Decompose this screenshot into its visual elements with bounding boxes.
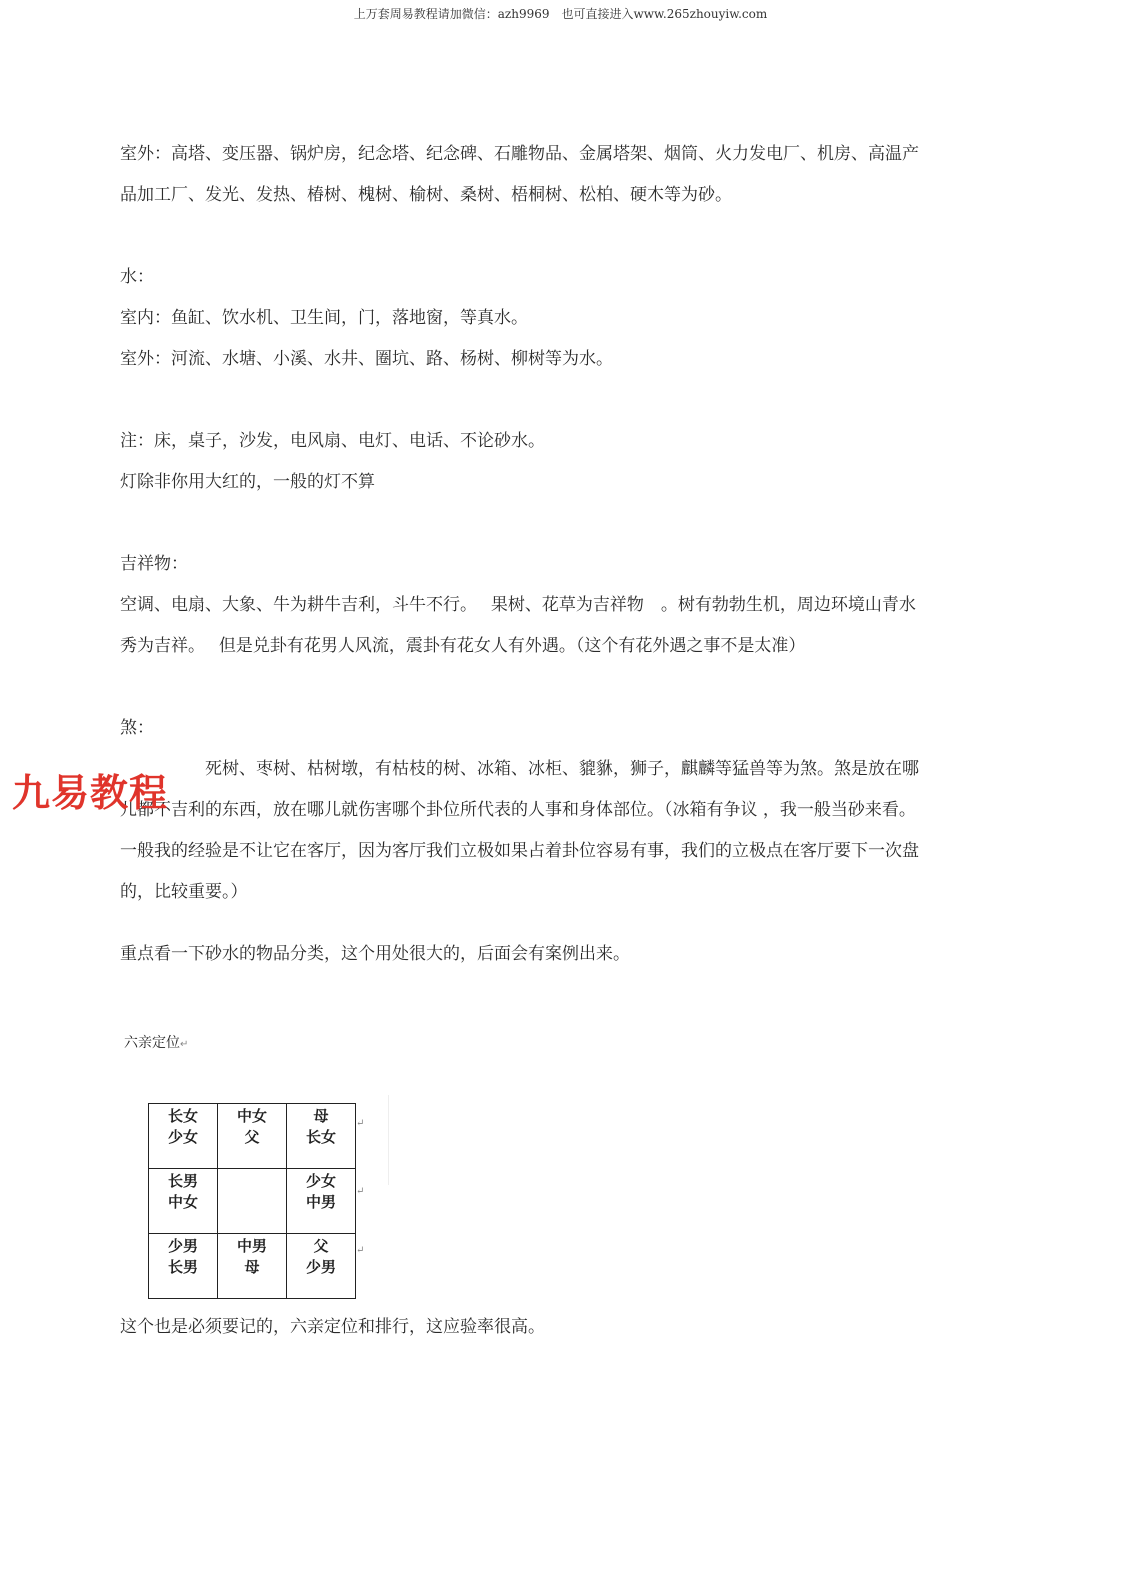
grid-cell: 中女 父 — [218, 1104, 287, 1169]
grid-row — [149, 1169, 356, 1234]
grid-cell: 长女 少女 — [149, 1104, 218, 1169]
section-heading: 煞： — [120, 718, 154, 738]
text-line: 秀为吉祥。 但是兑卦有花男人风流，震卦有花女人有外遇。（这个有花外遇之事不是太准） — [120, 636, 806, 656]
grid-cell: 父 少男 — [287, 1234, 356, 1299]
caption-text: 六亲定位 — [124, 1035, 180, 1051]
return-mark-icon: ↵ — [356, 1245, 365, 1256]
text-line: 灯除非你用大红的，一般的灯不算 — [120, 472, 375, 492]
text-line: 一般我的经验是不让它在客厅，因为客厅我们立极如果占着卦位容易有事，我们的立极点在客厅要下一次盘 — [120, 841, 919, 861]
section-heading: 吉祥物： — [120, 554, 188, 574]
grid-cell: 少男 长男 — [149, 1234, 218, 1299]
liuqin-grid — [148, 1103, 356, 1299]
section-heading: 水： — [120, 267, 154, 287]
grid-cell: 母 长女 — [287, 1104, 356, 1169]
text-line: 室外：河流、水塘、小溪、水井、圈坑、路、杨树、柳树等为水。 — [120, 349, 613, 369]
text-line: 儿都不吉利的东西，放在哪儿就伤害哪个卦位所代表的人事和身体部位。（冰箱有争议 ，我一般当砂来看。 — [120, 800, 916, 820]
grid-cell: 中男 母 — [218, 1234, 287, 1299]
return-mark-icon: ↵ — [180, 1039, 189, 1050]
grid-row — [149, 1234, 356, 1299]
figure-caption — [124, 1032, 188, 1052]
watermark-logo: 九易教程 — [12, 771, 169, 815]
text-line: 空调、电扇、大象、牛为耕牛吉利，斗牛不行。 果树、花草为吉祥物 。树有勃勃生机，周边环境山青水 — [120, 595, 916, 615]
text-line: 注：床，桌子，沙发，电风扇、电灯、电话、不论砂水。 — [120, 431, 545, 451]
text-line: 重点看一下砂水的物品分类，这个用处很大的，后面会有案例出来。 — [120, 944, 630, 964]
grid-cell: 长男 中女 — [149, 1169, 218, 1234]
text-line: 死树、枣树、枯树墩，有枯枝的树、冰箱、冰柜、貔貅，狮子，麒麟等猛兽等为煞。煞是放在哪 — [120, 759, 919, 779]
page-header: 上万套周易教程请加微信：azh9969 也可直接进入www.265zhouyiw.com — [353, 7, 768, 21]
grid-cell: 少女 中男 — [287, 1169, 356, 1234]
return-mark-icon: ↵ — [356, 1186, 365, 1197]
text-line: 这个也是必须要记的，六亲定位和排行，这应验率很高。 — [120, 1317, 545, 1337]
text-line: 品加工厂、发光、发热、椿树、槐树、榆树、桑树、梧桐树、松柏、硬木等为砂。 — [120, 185, 732, 205]
return-mark-icon: ↵ — [356, 1118, 365, 1129]
grid-row — [149, 1104, 356, 1169]
text-line: 室内：鱼缸、饮水机、卫生间，门，落地窗，等真水。 — [120, 308, 528, 328]
divider — [388, 1095, 389, 1185]
grid-cell-center — [218, 1169, 287, 1234]
text-line: 的，比较重要。） — [120, 882, 248, 902]
text-line: 室外：高塔、变压器、锅炉房，纪念塔、纪念碑、石雕物品、金属塔架、烟筒、火力发电厂、机房、高温产 — [120, 144, 919, 164]
